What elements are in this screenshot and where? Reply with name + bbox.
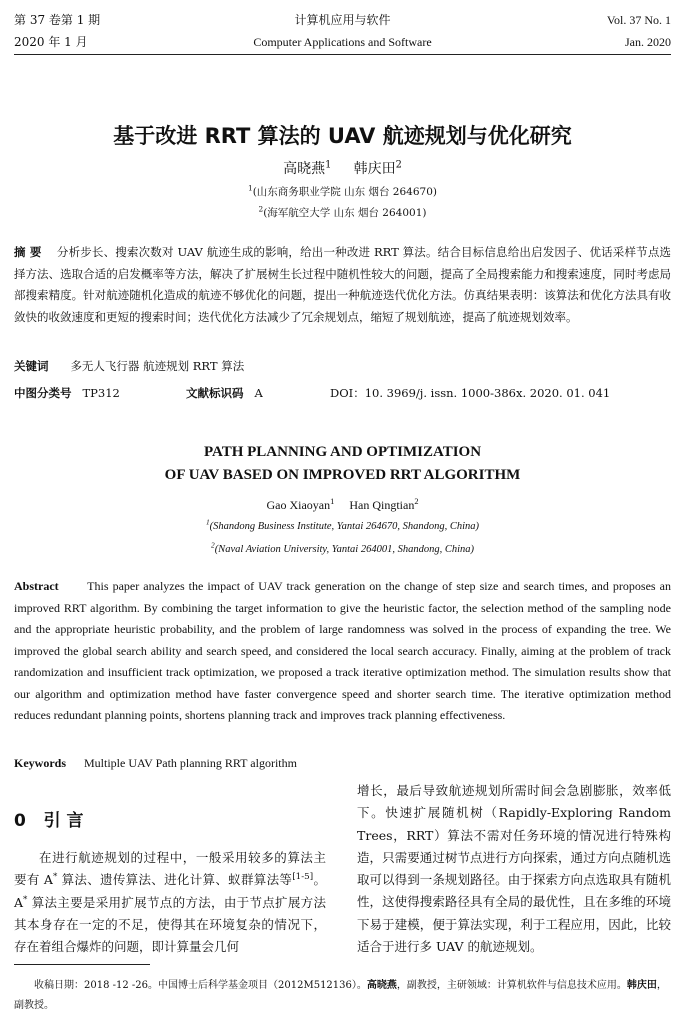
header-vol-en: Vol. 37 No. 1 <box>606 13 671 27</box>
header-journal-cn: 计算机应用与软件 <box>294 13 391 27</box>
body-right-column: 增长，最后导致航迹规划所需时间会急剧膨胀，效率低下。快速扩展随机树（Rapidly-Exploring Random Trees，RRT）算法不需对任务环境的情况进行特殊构造，只需要通过树节点进行方向探索，通过方向点随机选取可以得到一条规划路径。由于探索方向点选取具有随机性，这使得搜索路径具有全局的最优性，且在多维的环境下易于建模，便于算法实现，利于工程应用，因此，比较适合于进行多 UAV 的航迹规划。 <box>357 783 671 955</box>
authors-cn <box>0 158 685 178</box>
keywords-cn-text: 多无人飞行器 航迹规划 RRT 算法 <box>70 359 245 373</box>
footnote: 收稿日期：2018 -12 -26。中国博士后科学基金项目（2012M512136）。高晓燕，副教授，主研领域：计算机软件与信息技术应用。韩庆田，副教授。 <box>14 980 667 1011</box>
header-volume: 第 37 卷第 1 期 <box>14 13 101 27</box>
page-title-en-line1: PATH PLANNING AND OPTIMIZATION <box>203 444 482 460</box>
author-1-sup: 1 <box>325 159 332 171</box>
doi: DOI：10. 3969/j. issn. 1000-386x. 2020. 01. 041 <box>330 386 611 400</box>
keywords-en-text: Multiple UAV Path planning RRT algorithm <box>84 756 297 770</box>
keywords-en <box>14 756 297 771</box>
keywords-cn <box>14 358 244 374</box>
author-2-cn: 韩庆田 <box>353 161 396 177</box>
affiliation-1-en: $^1$(Shandong Business Institute, Yantai 264670, Shandong, China) <box>205 517 480 532</box>
abstract-cn-text: 分析步长、搜索次数对 UAV 航迹生成的影响，给出一种改进 RRT 算法。结合目标信息给出启发因子、优话采样节点选择方法、选取合适的启发概率等方法，解决了扩展树生长过程中随机性较大的问题，提高了全局搜索能力和搜索速度，同时考虑局部搜索精度。针对航迹随机化造成的航迹不够优化的问题，提出一种航迹迭代优化方法。仿真结果表明：该算法和优化方法具有收敛快的收敛速度和更短的搜索时间；迭代优化方法减少了冗余规划点，缩短了规划航迹，提高了航迹规划效率。 <box>14 245 672 324</box>
abstract-en <box>14 576 671 727</box>
keywords-en-label: Keywords <box>14 756 66 770</box>
authors-en: Gao Xiaoyan$^1$ Han Qingtian$^2$ <box>266 497 419 512</box>
classification-number: 中图分类号 TP312 <box>14 386 120 400</box>
footnote-divider <box>14 964 150 965</box>
affiliation-2-cn: $^2$(海军航空大学 山东 烟台 264001) <box>258 204 427 219</box>
document-code: 文献标识码 A <box>186 386 263 400</box>
abstract-en-label: Abstract <box>14 579 59 593</box>
page-title-cn: 基于改进 RRT 算法的 UAV 航迹规划与优化研究 <box>113 124 572 148</box>
header-date-cn: 2020 年 1 月 <box>14 35 88 49</box>
header-divider <box>14 54 671 55</box>
keywords-cn-label: 关键词 <box>14 359 49 373</box>
section-heading: 0 引 言 <box>14 811 84 831</box>
author-2-sup: 2 <box>395 159 402 171</box>
abstract-cn <box>14 242 671 328</box>
abstract-en-text: This paper analyzes the impact of UAV track generation on the change of step size and search times, and proposes an improved RRT algorithm. By combining the target information to give the heuristic factor, the selection method of the sampling node and the appropriate heuristic probability, and the problem of large randomness was solved in the process of expanding the tree. We improved the global search ability and search speed, and considered the local search accuracy. Finally, aiming at the problem of track randomization and insufficient track optimization, we proposed a track iterative optimization method. The simulation results show that our algorithm and optimization method have faster convergence speed and shorter search time. The iterative optimization method reduces redundant planning points, shortens planning track and improves track planning effectiveness. <box>14 579 671 722</box>
header-date-en: Jan. 2020 <box>625 35 671 49</box>
header-journal-en: Computer Applications and Software <box>253 35 432 49</box>
body-left-column: 在进行航迹规划的过程中，一般采用较多的算法主要有 A* 算法、遗传算法、进化计算、蚁群算法等[1-5]。A* 算法主要是采用扩展节点的方法，由于节点扩展方法其本身存在一定的不足，使得其在环境复杂的情况下，存在着组合爆炸的问题，即计算量会几何 <box>14 850 326 955</box>
citation[interactable]: [1-5] <box>292 872 314 883</box>
page-title-en-line2: OF UAV BASED ON IMPROVED RRT ALGORITHM <box>164 467 521 483</box>
affiliation-2-en: $^2$(Naval Aviation University, Yantai 264001, Shandong, China) <box>211 540 474 555</box>
affiliation-1-cn: $^1$(山东商务职业学院 山东 烟台 264670) <box>248 183 437 198</box>
author-1-cn: 高晓燕 <box>283 161 326 177</box>
abstract-cn-label: 摘 要 <box>14 245 42 259</box>
